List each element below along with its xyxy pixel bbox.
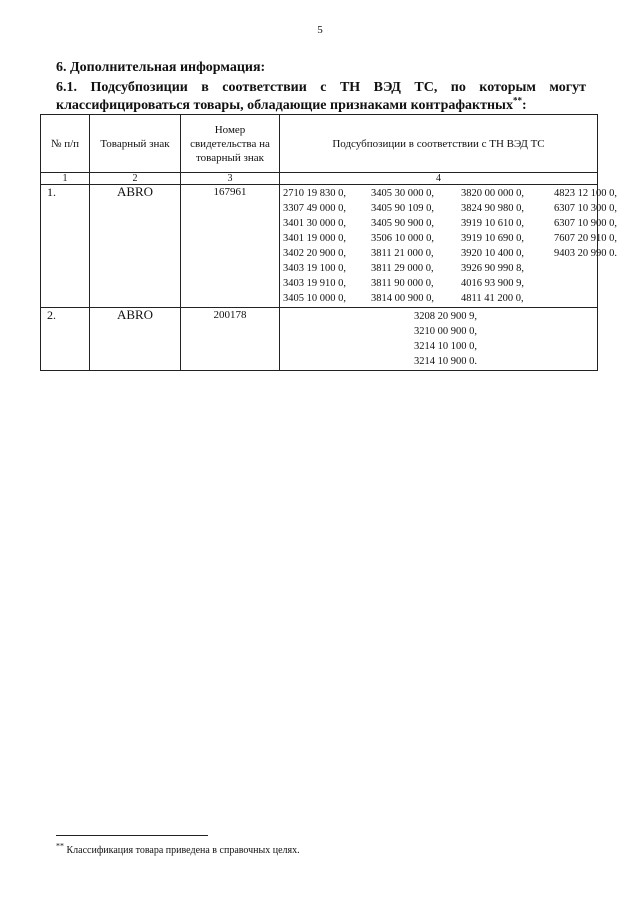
- subposition-code: 3214 10 100 0,: [414, 341, 477, 352]
- subposition-code: 3214 10 900 0.: [414, 356, 477, 367]
- footnote-text: Классификация товара приведена в справочных целях.: [66, 845, 300, 856]
- subposition-code: [554, 276, 640, 291]
- table-row: [41, 185, 598, 308]
- codes-list: [280, 308, 597, 370]
- subposition-code: 3811 29 000 0,: [371, 263, 434, 274]
- subposition-code: 9403 20 990 0.: [554, 248, 617, 259]
- subposition-code: 3401 19 000 0,: [283, 233, 346, 244]
- subposition-code: 3811 90 000 0,: [371, 278, 434, 289]
- codes-grid: [280, 185, 617, 307]
- footnote: [56, 841, 300, 856]
- subposition-code: 3403 19 100 0,: [283, 263, 346, 274]
- subposition-code: 3811 21 000 0,: [371, 248, 434, 259]
- subposition-code: 7607 20 910 0,: [554, 233, 617, 244]
- table-column-numbers-row: [41, 173, 598, 185]
- subposition-code: 3405 90 109 0,: [371, 203, 434, 214]
- row-number: 2.: [41, 308, 90, 371]
- header-trademark: Товарный знак: [90, 115, 181, 173]
- column-number: 3: [181, 173, 280, 185]
- subposition-code: 3824 90 980 0,: [461, 203, 524, 214]
- subposition-code: 4811 41 200 0,: [461, 293, 524, 304]
- subposition-code: 3401 30 000 0,: [283, 218, 346, 229]
- page-number: 5: [317, 24, 323, 36]
- certificate-cell: 200178: [181, 308, 280, 371]
- subposition-code: 4823 12 100 0,: [554, 188, 617, 199]
- subposition-code: 3405 30 000 0,: [371, 188, 434, 199]
- subsection-colon: :: [522, 98, 527, 113]
- trademark-cell: ABRO: [90, 185, 181, 308]
- row-number: 1.: [41, 185, 90, 308]
- column-number: 2: [90, 173, 181, 185]
- subposition-code: 3820 00 000 0,: [461, 188, 524, 199]
- goods-table: [40, 114, 617, 371]
- column-number: 1: [41, 173, 90, 185]
- header-number: № п/п: [41, 115, 90, 173]
- subposition-code: 6307 10 300 0,: [554, 203, 617, 214]
- subposition-code: 3403 19 910 0,: [283, 278, 346, 289]
- subpositions-cell: [280, 308, 598, 371]
- table-header-row: [41, 115, 598, 173]
- subposition-code: 3920 10 400 0,: [461, 248, 524, 259]
- subposition-code: 3208 20 900 9,: [414, 311, 477, 322]
- subposition-code: 4016 93 900 9,: [461, 278, 524, 289]
- header-subpositions: Подсубпозиции в соответствии с ТН ВЭД ТС: [280, 115, 598, 173]
- subposition-code: 3405 10 000 0,: [283, 293, 346, 304]
- subposition-code: 3919 10 610 0,: [461, 218, 524, 229]
- footnote-mark: **: [56, 841, 64, 851]
- footnote-reference-mark: **: [513, 95, 522, 106]
- subposition-code: 3405 90 900 0,: [371, 218, 434, 229]
- header-certificate: Номер свидетельства на товарный знак: [181, 115, 280, 173]
- certificate-cell: 167961: [181, 185, 280, 308]
- subposition-code: [554, 291, 640, 306]
- subposition-code: 6307 10 900 0,: [554, 218, 617, 229]
- subposition-code: 3926 90 990 8,: [461, 263, 524, 274]
- subsection-title: [56, 79, 586, 115]
- subposition-code: 3402 20 900 0,: [283, 248, 346, 259]
- section-heading: 6. Дополнительная информация:: [56, 60, 266, 75]
- footnote-divider: [56, 835, 208, 836]
- table-row: [41, 308, 598, 371]
- subposition-code: 2710 19 830 0,: [283, 188, 346, 199]
- subposition-code: 3814 00 900 0,: [371, 293, 434, 304]
- subposition-code: [554, 261, 640, 276]
- subposition-code: 3210 00 900 0,: [414, 326, 477, 337]
- subposition-code: 3307 49 000 0,: [283, 203, 346, 214]
- subsection-text: 6.1. Подсубпозиции в соответствии с ТН ВЭД ТС, по которым могут классифицироваться товары, обладающие признаками контрафактных: [56, 80, 586, 113]
- subpositions-cell: [280, 185, 617, 308]
- trademark-cell: ABRO: [90, 308, 181, 371]
- subposition-code: 3506 10 000 0,: [371, 233, 434, 244]
- column-number: 4: [280, 173, 598, 185]
- subposition-code: 3919 10 690 0,: [461, 233, 524, 244]
